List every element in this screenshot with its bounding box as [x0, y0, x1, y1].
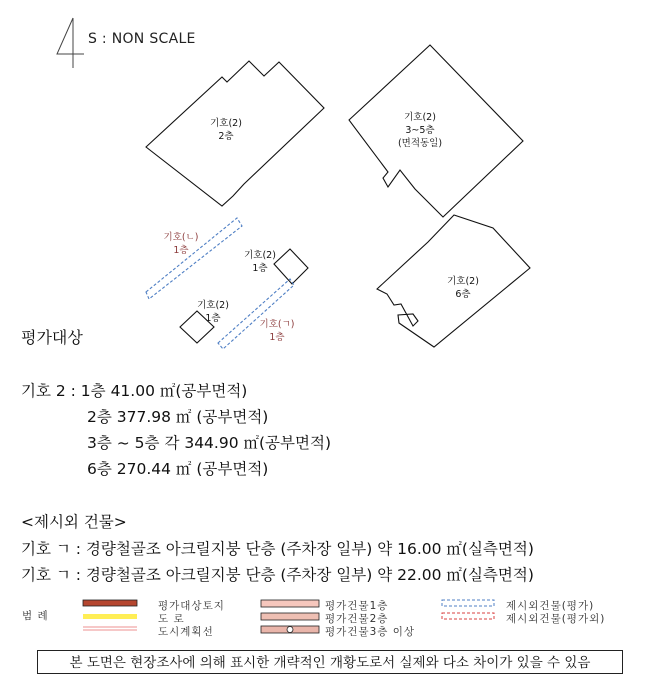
area-line-3to5f: 3층 ~ 5층 각 344.90 ㎡(공부면적): [87, 434, 331, 452]
disclaimer-box: 본 도면은 현장조사에 의해 표시한 개략적인 개황도로서 실제와 다소 차이가 있을 수 있음: [37, 650, 623, 674]
building-label-ㄱ-name: 기호(ㄱ): [259, 319, 295, 330]
legend-label-land: 평가대상토지: [158, 600, 225, 612]
building-label-2f-floor: 2층: [218, 131, 234, 142]
building-label-ㄴ-name: 기호(ㄴ): [163, 232, 199, 243]
legend-swatch-road: [83, 614, 137, 619]
area-line-2f: 2층 377.98 ㎡ (공부면적): [87, 408, 269, 426]
legend-label-floor2: 평가건물2층: [325, 613, 389, 625]
building-label-3to5f-note: (면적동일): [397, 138, 443, 149]
legend-label-floor3: 평가건물3층 이상: [325, 626, 416, 638]
legend-label-road: 도 로: [158, 613, 185, 625]
building-label-1f-a-floor: 1층: [252, 263, 268, 274]
legend-swatches-right: [441, 599, 497, 623]
building-label-ㄱ-floor: 1층: [269, 332, 285, 343]
area-line-1f: 기호 2 : 1층 41.00 ㎡(공부면적): [21, 382, 248, 400]
building-outline-3to5f: [349, 45, 523, 217]
legend-swatches-left: [82, 599, 138, 639]
legend-swatch-floor2: [261, 613, 319, 620]
evaluation-title: 평가대상: [21, 328, 83, 347]
legend-label-excluded-eval: 제시외건물(평가): [506, 600, 595, 612]
legend-label-excluded-noeval: 제시외건물(평가외): [506, 613, 606, 625]
excluded-title: <제시외 건물>: [21, 513, 127, 531]
building-outline-2f: [146, 61, 324, 206]
building-label-1f-b-floor: 1층: [205, 313, 221, 324]
building-label-1f-a-name: 기호(2): [244, 250, 276, 261]
legend-swatch-excluded-noeval: [442, 613, 494, 619]
building-label-1f-b-name: 기호(2): [197, 300, 229, 311]
legend-title: 범 례: [22, 610, 49, 622]
building-label-3to5f-name: 기호(2): [404, 112, 436, 123]
building-outline-1f-small-a: [274, 249, 308, 284]
excluded-line-1: 기호 ㄱ : 경량철골조 아크릴지붕 단층 (주차장 일부) 약 16.00 ㎡(실측면적): [21, 540, 534, 558]
building-label-6f-floor: 6층: [455, 289, 471, 300]
building-label-3to5f-floor: 3~5층: [405, 125, 435, 136]
building-label-ㄴ-floor: 1층: [173, 245, 189, 256]
excluded-structure-ㄴ: [146, 218, 242, 299]
legend-swatch-land: [83, 600, 137, 606]
scale-note: S : NON SCALE: [88, 31, 196, 47]
legend-swatches-middle: [260, 599, 322, 639]
legend-swatch-plan-line: [83, 627, 137, 630]
building-label-2f-name: 기호(2): [210, 118, 242, 129]
excluded-line-2: 기호 ㄱ : 경량철골조 아크릴지붕 단층 (주차장 일부) 약 22.00 ㎡(실측면적): [21, 566, 534, 584]
building-label-6f-name: 기호(2): [447, 276, 479, 287]
legend-label-plan-line: 도시계획선: [158, 626, 214, 638]
legend-label-floor1: 평가건물1층: [325, 600, 389, 612]
legend-swatch-excluded-eval: [442, 600, 494, 606]
legend-swatch-floor1: [261, 600, 319, 607]
area-line-6f: 6층 270.44 ㎡ (공부면적): [87, 460, 269, 478]
north-arrow-icon: [57, 18, 84, 68]
